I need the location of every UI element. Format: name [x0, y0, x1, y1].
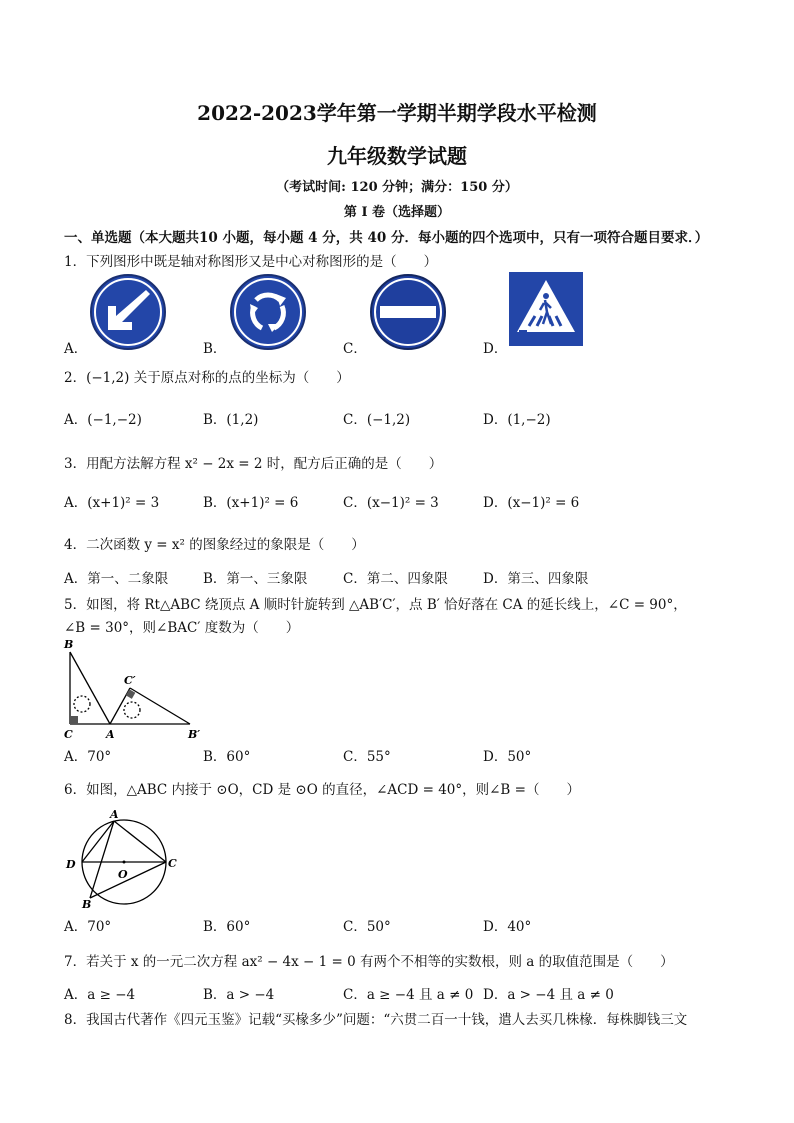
question-5-stem-line-2: ∠B = 30°，则∠BAC′ 度数为（ ）	[64, 620, 300, 636]
question-5-option-c: C．55°	[343, 749, 391, 765]
question-7-option-a: A．a ≥ −4	[64, 987, 136, 1003]
exam-info: （考试时间: 120 分钟；满分：150 分）	[276, 180, 518, 195]
roundabout-sign-icon	[228, 272, 308, 352]
question-6-option-b: B．60°	[203, 919, 251, 935]
question-3-option-b: B．(x+1)² = 6	[203, 495, 299, 511]
question-6-stem: 6．如图，△ABC 内接于 ⊙O，CD 是 ⊙O 的直径，∠ACD = 40°，则∠B =（ ）	[64, 782, 580, 798]
question-1-option-b: B．	[203, 341, 227, 357]
question-3-option-c: C．(x−1)² = 3	[343, 495, 439, 511]
question-1-stem: 1．下列图形中既是轴对称图形又是中心对称图形的是（ ）	[64, 254, 438, 270]
question-8-stem: 8．我国古代著作《四元玉鉴》记载“买椽多少”问题：“六贯二百一十钱，遣人去买几株椽．每株脚钱三文	[64, 1012, 688, 1028]
question-1-option-d: D．	[483, 341, 508, 357]
q5-label-b-prime: B′	[188, 728, 201, 741]
q6-label-a: A	[110, 808, 119, 821]
q5-label-c-prime: C′	[124, 674, 136, 687]
question-7-option-d: D．a > −4 且 a ≠ 0	[483, 987, 614, 1003]
q6-label-d: D	[66, 858, 76, 871]
q6-label-b: B	[82, 898, 92, 910]
question-4-stem: 4．二次函数 y = x² 的图象经过的象限是（ ）	[64, 537, 365, 553]
question-3-option-a: A．(x+1)² = 3	[64, 495, 160, 511]
exam-title: 2022-2023学年第一学期半期学段水平检测	[197, 101, 597, 125]
question-4-option-b: B．第一、三象限	[203, 571, 308, 587]
question-4-option-d: D．第三、四象限	[483, 571, 589, 587]
question-5-option-d: D．50°	[483, 749, 532, 765]
question-5-stem-line-1: 5．如图，将 Rt△ABC 绕顶点 A 顺时针旋转到 △AB′C′，点 B′ 恰好落在 CA 的延长线上，∠C = 90°，	[64, 597, 687, 613]
question-6-circle-figure	[62, 806, 182, 910]
question-6-option-c: C．50°	[343, 919, 391, 935]
question-7-option-b: B．a > −4	[203, 987, 275, 1003]
q5-label-c: C	[64, 728, 73, 741]
question-2-option-c: C．(−1,2)	[343, 412, 411, 428]
question-3-stem: 3．用配方法解方程 x² − 2x = 2 时，配方后正确的是（ ）	[64, 456, 443, 472]
no-entry-sign-icon	[368, 272, 448, 352]
question-6-option-d: D．40°	[483, 919, 532, 935]
question-6-option-a: A．70°	[64, 919, 112, 935]
q6-label-c: C	[168, 857, 177, 870]
question-5-option-b: B．60°	[203, 749, 251, 765]
question-2-option-b: B．(1,2)	[203, 412, 259, 428]
question-2-option-d: D．(1,−2)	[483, 412, 551, 428]
question-4-option-a: A．第一、二象限	[64, 571, 169, 587]
q5-label-b: B	[64, 638, 74, 651]
section-heading: 一、单选题（本大题共10 小题，每小题 4 分，共 40 分．每小题的四个选项中，只有一项符合题目要求．）	[64, 230, 709, 246]
question-5-triangle-figure	[60, 636, 210, 742]
pedestrian-crossing-sign-icon	[509, 272, 583, 346]
question-7-option-c: C．a ≥ −4 且 a ≠ 0	[343, 987, 474, 1003]
part-heading: 第 I 卷（选择题）	[343, 205, 451, 220]
q6-label-o: O	[118, 868, 128, 881]
question-1-option-c: C．	[343, 341, 367, 357]
question-1-option-a: A．	[64, 341, 88, 357]
question-4-option-c: C．第二、四象限	[343, 571, 448, 587]
question-7-stem: 7．若关于 x 的一元二次方程 ax² − 4x − 1 = 0 有两个不相等的实数根，则 a 的取值范围是（ ）	[64, 954, 674, 970]
exam-subtitle: 九年级数学试题	[327, 144, 467, 168]
question-2-option-a: A．(−1,−2)	[64, 412, 142, 428]
question-2-stem: 2．(−1,2) 关于原点对称的点的坐标为（ ）	[64, 370, 350, 386]
question-3-option-d: D．(x−1)² = 6	[483, 495, 580, 511]
question-5-option-a: A．70°	[64, 749, 112, 765]
q5-label-a: A	[106, 728, 115, 741]
down-left-arrow-sign-icon	[88, 272, 168, 352]
